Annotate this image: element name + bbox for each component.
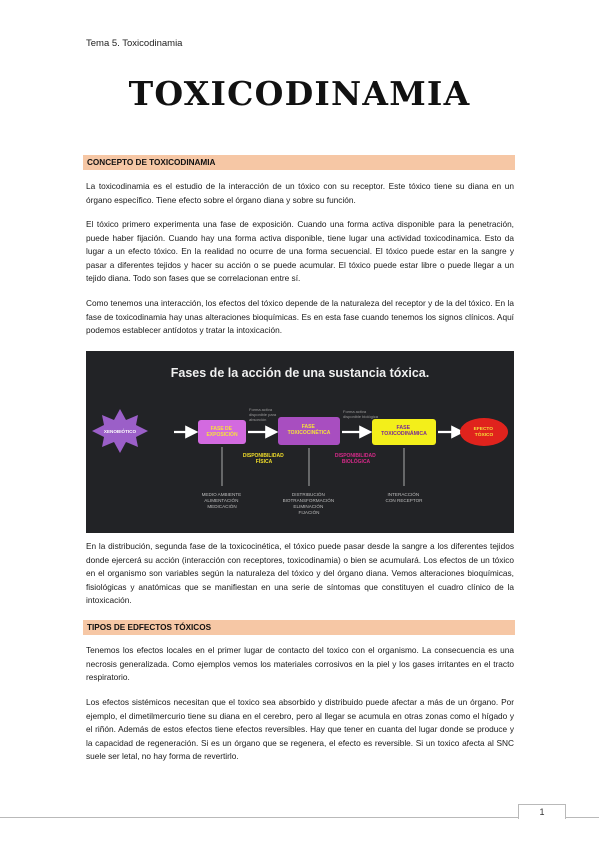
svg-text:FASE DE EXPOSICIÓN	[206, 426, 238, 438]
paragraph: En la distribución, segunda fase de la toxicocinética, el tóxico puede pasar desde la sangre a los diferentes tejidos donde ejercerá su acción (interacción con receptores, toxicodinamia) o bien se acumulará. Los efectos de un tóxico en el organismo son variables según la naturaleza del tóxico y del órgano diana. Vemos alteraciones bioquímicas, fisiológicas y anatómicas que se manifiestan en una serie de síntomas que constituyen el cuadro clínico de la intoxicación.	[86, 541, 514, 605]
biological-availability-label: BIOLÓGICA	[341, 459, 371, 465]
note-biological: Forma activa	[343, 409, 367, 414]
toxic-effect-label: EFECTO	[473, 427, 494, 432]
paragraph: Tenemos los efectos locales en el primer lugar de contacto del toxico con el organismo. La consecuencia es una necrosis generalizada. Como ejemplos vemos los materiales corrosivos en la piel y los gases irritantes en el tracto respiratorio.	[86, 645, 514, 682]
phase-toxicokinetic-label: TOXICOCINÉTICA	[287, 430, 331, 436]
diagram-title: Fases de la acción de una sustancia tóxica.	[170, 366, 430, 380]
factor-environment: MEDIO AMBIENTE	[201, 492, 242, 497]
factor-elimination: ELIMINACIÓN	[293, 504, 324, 509]
physical-availability-label: FÍSICA	[255, 459, 273, 465]
factor-interaction: INTERACCIÓN	[387, 492, 420, 497]
paragraph: El tóxico primero experimenta una fase de exposición. Cuando una forma activa disponible para la penetración, puede haber fijación. Cuando hay una forma activa disponible, tiene lugar una actividad toxicodinamica. Esto da lugar a un efecto tóxico. En la realidad no ocurre de una forma secuencial. El tóxico puede estar en la sangre y pasar a diferentes tejidos y hacer su acción o se puede acumular. El tóxico puede estar libre o puede llegar a un tejido diana. Todo son fases que se correlacionan entre sí.	[86, 219, 514, 283]
paragraph: Como tenemos una interacción, los efectos del tóxico depende de la naturaleza del receptor y de la del tóxico. En la fase de toxicodinamia hay unas alteraciones bioquímicas. Es en esta fase cuando tenemos los signos clínicos. Aquí podemos establecer antídotos y tratar la intoxicación.	[86, 298, 514, 335]
running-header: Tema 5. Toxicodinamia	[86, 38, 183, 49]
phases-diagram	[86, 351, 514, 533]
note-biological: disponible biológica	[343, 414, 378, 419]
note-absorption: Forma activa	[249, 407, 273, 412]
note-absorption: absorción	[249, 417, 267, 422]
toxic-effect-oval	[460, 418, 508, 446]
paragraph: La toxicodinamia es el estudio de la interacción de un tóxico con su receptor. Este tóxico tiene su diana en un órgano específico. Tiene efecto sobre el órgano diana y sobre su función.	[86, 181, 514, 205]
phase-exposure-label: FASE DE	[210, 426, 233, 432]
svg-text:MEDIO AMBIENTE ALIMENT	[202, 492, 243, 509]
factor-distribution: DISTRIBUCIÓN	[291, 492, 325, 497]
xenobiotic-label: XENOBIÓTICO	[103, 429, 137, 434]
phase-exposure-label: EXPOSICIÓN	[206, 432, 238, 438]
factor-medication: MEDICACIÓN	[207, 504, 237, 509]
document-title: TOXICODINAMIA	[128, 74, 471, 113]
phase-toxicodynamic-label: FASE	[396, 425, 411, 431]
biological-availability-label: DISPONIBILIDAD	[334, 453, 376, 459]
phase-toxicodynamic-label: TOXICODINÁMICA	[381, 431, 427, 437]
physical-availability-label: DISPONIBILIDAD	[242, 453, 284, 459]
page-number: 1	[518, 804, 566, 819]
paragraph: Los efectos sistémicos necesitan que el toxico sea absorbido y distribuido puede afectar a más de un órgano. Por ejemplo, el dimetilmercurio tiene su diana en el cerebro, pero al llegar se acumula en otras zonas como el hígado y el riñón. Además de estos efectos tiene efectos reversibles. Hay que tener en cuanta del lugar donde se produce y la capacidad de regeneración. Si es un órgano que se regenera, el efecto es reversible. Si un toxico afecta al SNC suele ser letal, no hay forma de revertirlo.	[86, 697, 514, 761]
section-heading-tipos: TIPOS DE EDFECTOS TÓXICOS	[83, 620, 515, 635]
factor-food: ALIMENTACIÓN	[204, 498, 239, 503]
factor-biotransformation: BIOTRANSFORMACIÓN	[282, 498, 335, 503]
phase-toxicokinetic-label: FASE	[301, 424, 315, 430]
note-absorption: disponible para	[249, 412, 277, 417]
toxic-effect-label: TÓXICO	[474, 433, 494, 438]
section-heading-concepto: CONCEPTO DE TOXICODINAMIA	[83, 155, 515, 170]
footer-rule	[0, 817, 599, 818]
factor-fixation: FIJACIÓN	[298, 510, 320, 515]
factor-receptor: CON RECEPTOR	[385, 498, 423, 503]
